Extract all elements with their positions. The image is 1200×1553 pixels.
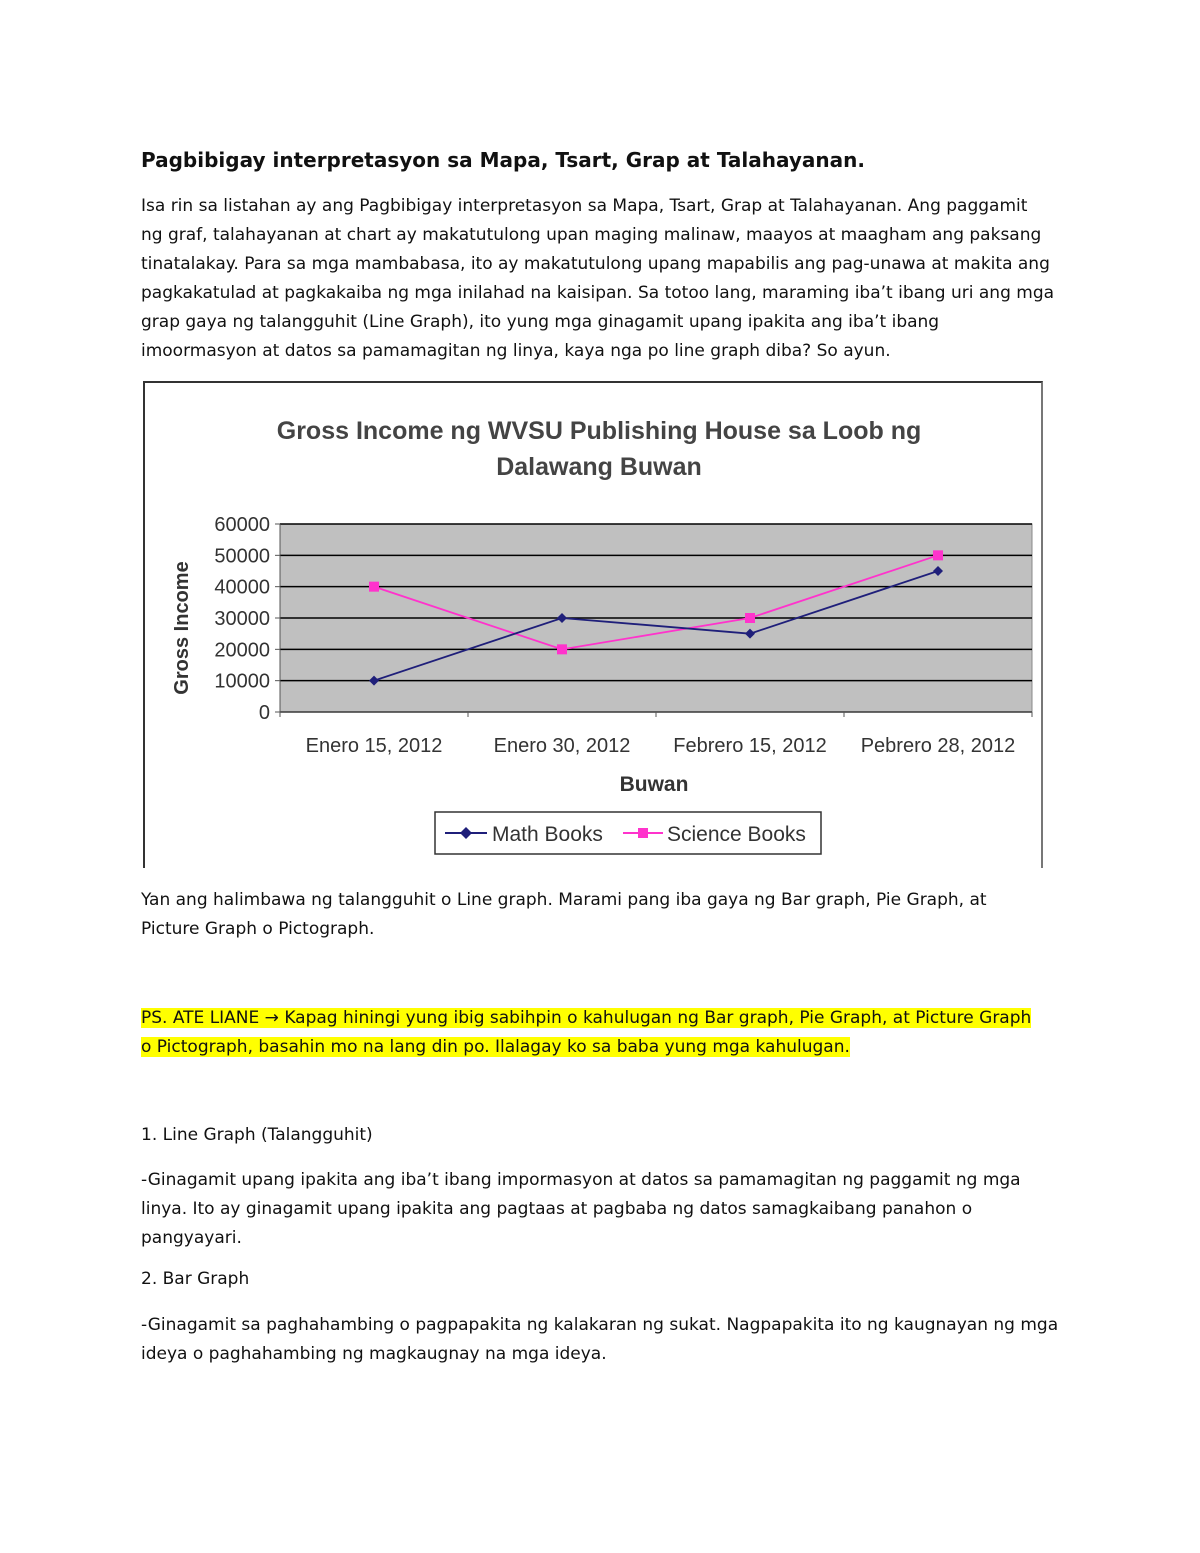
intro-line: tinatalakay. Para sa mga mambabasa, ito ay makatutulong upang mapabilis ang pag-unawa at makita ang (141, 254, 1050, 274)
y-tick-label: 10000 (214, 670, 270, 693)
y-tick-label: 40000 (214, 576, 270, 599)
note-highlight: o Pictograph, basahin mo na lang din po. Ilalagay ko sa baba yung mga kahulugan. (141, 1037, 850, 1057)
chart-title-line: Gross Income ng WVSU Publishing House sa Loob ng (276, 417, 922, 445)
chart-title-line: Dalawang Buwan (496, 453, 702, 481)
after-chart-line: Yan ang halimbawa ng talangguhit o Line graph. Marami pang iba gaya ng Bar graph, Pie Graph, at (141, 890, 987, 910)
intro-paragraph (141, 192, 1071, 366)
item1-heading: 1. Line Graph (Talangguhit) (141, 1125, 373, 1145)
x-tick-label: Febrero 15, 2012 (673, 735, 827, 757)
data-point (369, 582, 379, 592)
item2-line: -Ginagamit sa paghahambing o pagpapakita ng kalakaran ng sukat. Nagpapakita ito ng kaugnayan ng mga (141, 1315, 1059, 1335)
y-tick-label: 20000 (214, 639, 270, 662)
after-chart-line: Picture Graph o Pictograph. (141, 919, 375, 939)
y-tick-label: 60000 (214, 514, 270, 536)
x-tick-label: Enero 15, 2012 (305, 735, 443, 757)
item2-paragraph (141, 1311, 1071, 1369)
plot-area (214, 514, 1032, 757)
data-point (557, 644, 567, 654)
item2-heading: 2. Bar Graph (141, 1269, 250, 1289)
y-tick-label: 0 (258, 702, 270, 724)
intro-line: imoormasyon at datos sa pamamagitan ng linya, kaya nga po line graph diba? So ayun. (141, 341, 891, 361)
item1-line: pangyayari. (141, 1228, 242, 1248)
note-highlight: PS. ATE LIANE → Kapag hiningi yung ibig sabihpin o kahulugan ng Bar graph, Pie Graph, at Picture Graph (141, 1008, 1032, 1028)
document-title: Pagbibigay interpretasyon sa Mapa, Tsart, Grap at Talahayanan. (141, 148, 865, 172)
intro-line: ng graf, talahayanan at chart ay makatutulong upan maging malinaw, maayos at maagham ang paksang (141, 225, 1042, 245)
x-tick-label: Pebrero 28, 2012 (860, 735, 1016, 757)
line-chart-figure (143, 381, 1043, 868)
legend-science-label: Science Books (667, 823, 806, 846)
after-chart-paragraph (141, 886, 1071, 944)
legend-math-label: Math Books (492, 823, 603, 846)
highlighted-note (141, 1004, 1071, 1062)
intro-line: grap gaya ng talangguhit (Line Graph), ito yung mga ginagamit upang ipakita ang iba’t ibang (141, 312, 940, 332)
item1-line: -Ginagamit upang ipakita ang iba’t ibang impormasyon at datos sa pamamagitan ng paggamit ng mga (141, 1170, 1021, 1190)
y-tick-label: 50000 (214, 545, 270, 568)
y-axis-label: Gross Income (171, 561, 193, 695)
item1-line: linya. Ito ay ginagamit upang ipakita ang pagtaas at pagbaba ng datos samagkaibang panahon o (141, 1199, 973, 1219)
intro-line: pagkakatulad at pagkakaiba ng mga inilahad na kaisipan. Sa totoo lang, maraming iba’t ibang uri ang mga (141, 283, 1055, 303)
note-line (141, 1033, 1071, 1062)
data-point (745, 613, 755, 623)
item2-line: ideya o paghahambing ng magkaugnay na mga ideya. (141, 1344, 607, 1364)
item1-paragraph (141, 1166, 1071, 1253)
data-point (933, 550, 943, 560)
intro-line: Isa rin sa listahan ay ang Pagbibigay interpretasyon sa Mapa, Tsart, Grap at Talahayanan. Ang paggamit (141, 196, 1028, 216)
x-axis-label: Buwan (619, 773, 689, 796)
note-line (141, 1004, 1071, 1033)
line-chart (145, 383, 1041, 868)
legend-science-marker (638, 828, 648, 838)
y-tick-label: 30000 (214, 608, 270, 630)
chart-legend (435, 812, 821, 854)
x-tick-label: Enero 30, 2012 (493, 735, 631, 757)
